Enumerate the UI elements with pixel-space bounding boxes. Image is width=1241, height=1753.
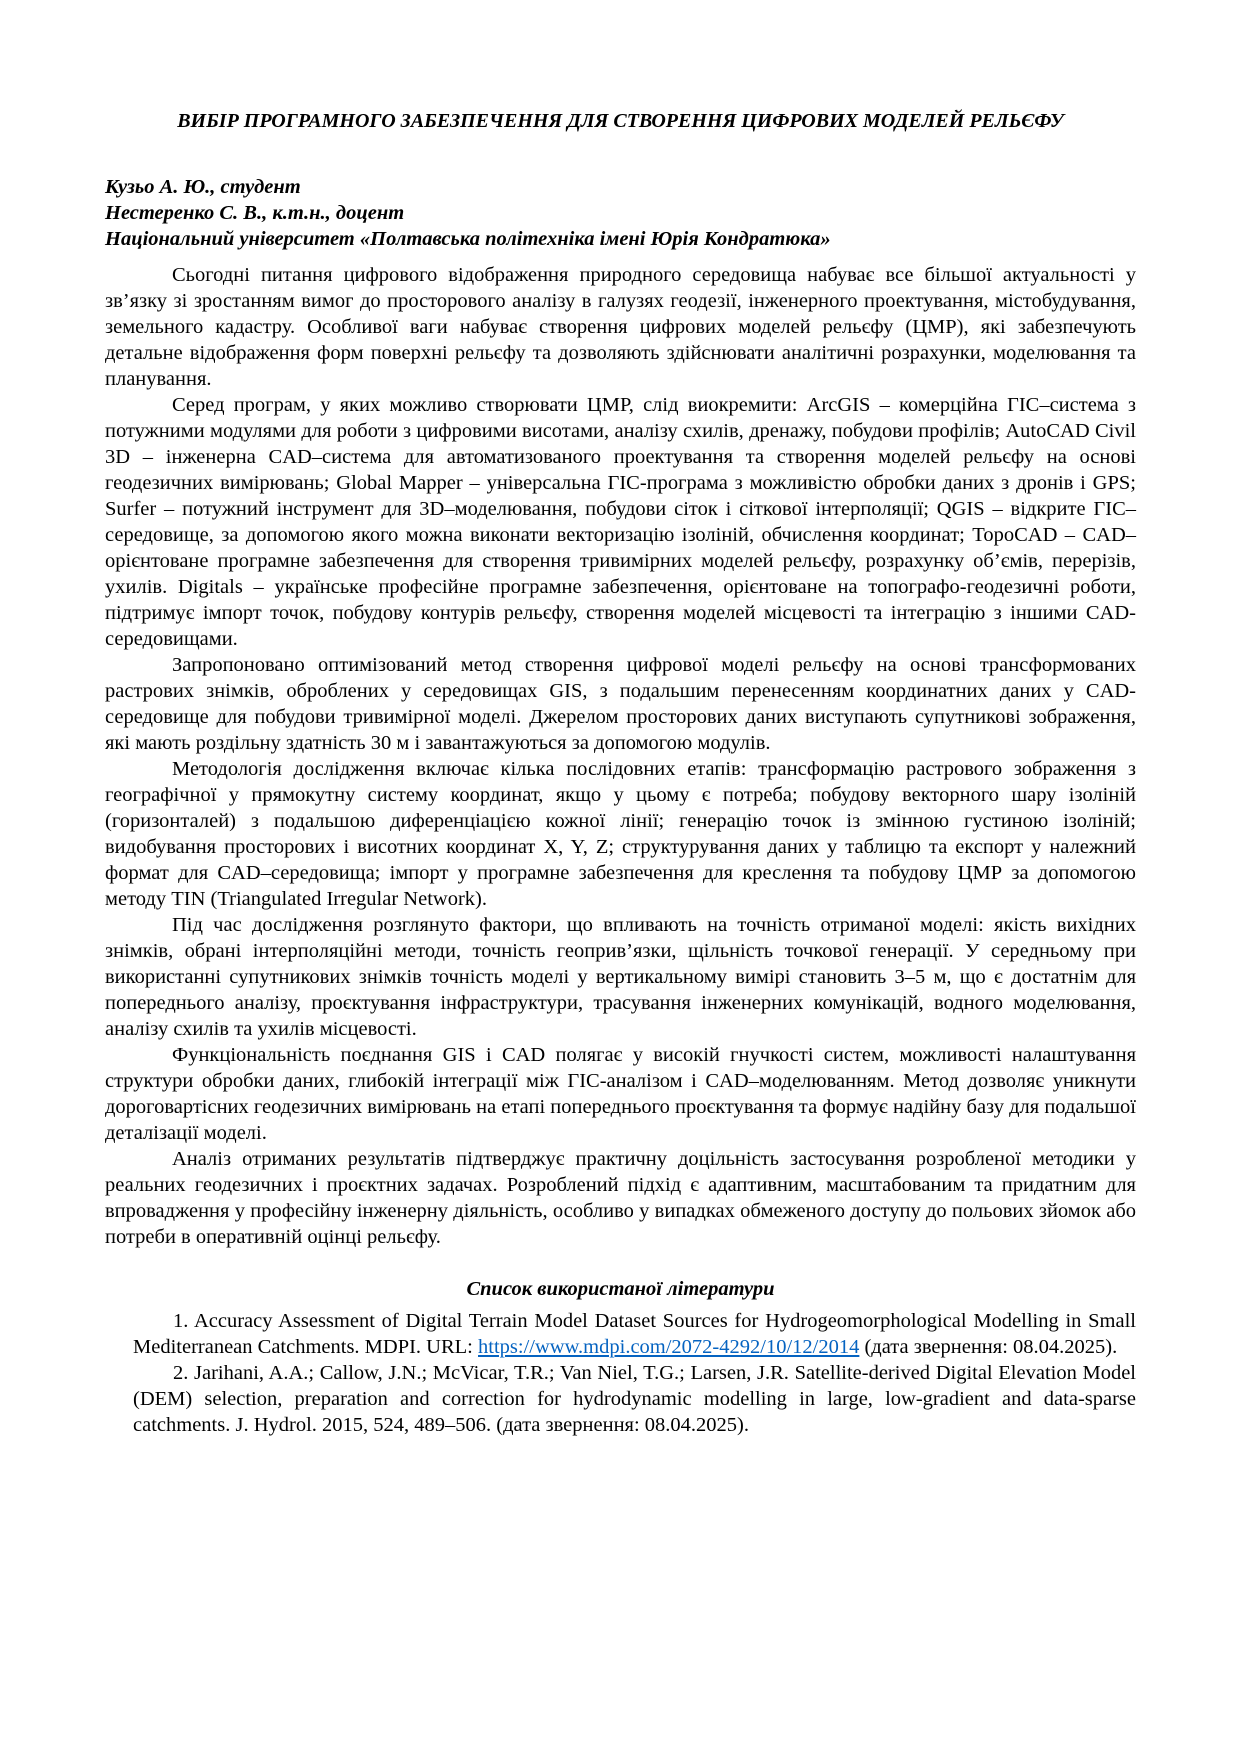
body-paragraph-7: Аналіз отриманих результатів підтверджує практичну доцільність застосування розробленої методики у реальних геодезичних і проєктних задачах. Розроблений підхід є адаптивним, масштабованим та придатним для впровадження у професійну інженерну діяльність, особливо у випадках обмеженого доступу до польових зйомок або потреби в оперативній оцінці рельєфу. (105, 1148, 1136, 1248)
reference-item-1 (133, 1308, 1136, 1360)
body-paragraph-3: Запропоновано оптимізований метод створення цифрової моделі рельєфу на основі трансформованих растрових знімків, оброблених у середовищах GIS, з подальшим перенесенням координатних даних у CAD-середовище для побудови тривимірної моделі. Джерелом просторових даних виступають супутникові зображення, які мають роздільну здатність 30 м і завантажуються за допомогою модулів. (105, 654, 1136, 754)
reference-1-url-link[interactable]: https://www.mdpi.com/2072-4292/10/12/2014 (478, 1336, 860, 1358)
author-line-student: Кузьо А. Ю., студент (105, 176, 301, 198)
body-paragraph-6: Функціональність поєднання GIS і CAD полягає у високій гнучкості систем, можливості налаштування структури обробки даних, глибокій інтеграції між ГІС-аналізом і CAD–моделюванням. Метод дозволяє уникнути дороговартісних геодезичних вимірювань на етапі попереднього проєктування та формує надійну базу для подальшої деталізації моделі. (105, 1044, 1136, 1144)
affiliation-line: Національний університет «Полтавська політехніка імені Юрія Кондратюка» (105, 228, 831, 250)
reference-item-2: 2. Jarihani, A.A.; Callow, J.N.; McVicar, T.R.; Van Niel, T.G.; Larsen, J.R. Satellite-derived Digital Elevation Model (DEM) selection, preparation and correction for hydrodynamic modelling in large, low-gradient and data-sparse catchments. J. Hydrol. 2015, 524, 489–506. (дата звернення: 08.04.2025). (133, 1362, 1136, 1436)
abstract-body (105, 262, 1136, 1250)
body-paragraph-4: Методологія дослідження включає кілька послідовних етапів: трансформацію растрового зображення з географічної у прямокутну систему координат, якщо у цьому є потреба; побудову векторного шару ізоліній (горизонталей) з подальшою диференціацією кожної лінії; генерацію точок із змінною густиною ізоліній; видобування просторових і висотних координат X, Y, Z; структурування даних у таблицю та експорт у належний формат для CAD–середовища; імпорт у програмне забезпечення для креслення та побудову ЦМР за допомогою методу TIN (Triangulated Irregular Network). (105, 758, 1136, 910)
body-paragraph-5: Під час дослідження розглянуто фактори, що впливають на точність отриманої моделі: якість вихідних знімків, обрані інтерполяційні методи, точність геоприв’язки, щільність точкової генерації. У середньому при використанні супутникових знімків точність моделі у вертикальному вимірі становить 3–5 м, що є достатнім для попереднього аналізу, проєктування інфраструктури, трасування інженерних комунікацій, водного моделювання, аналізу схилів та ухилів місцевості. (105, 914, 1136, 1040)
body-paragraph-1: Сьогодні питання цифрового відображення природного середовища набуває все більшої актуальності у зв’язку зі зростанням вимог до просторового аналізу в галузях геодезії, інженерного проектування, містобудування, земельного кадастру. Особливої ваги набуває створення цифрових моделей рельєфу (ЦМР), які забезпечують детальне відображення форм поверхні рельєфу та дозволяють здійснювати аналітичні розрахунки, моделювання та планування. (105, 264, 1136, 390)
document-title: ВИБІР ПРОГРАМНОГО ЗАБЕЗПЕЧЕННЯ ДЛЯ СТВОРЕННЯ ЦИФРОВИХ МОДЕЛЕЙ РЕЛЬЄФУ (177, 110, 1064, 132)
body-paragraph-2: Серед програм, у яких можливо створювати ЦМР, слід виокремити: ArcGIS – комерційна ГІС–система з потужними модулями для роботи з цифровими висотами, аналізу схилів, дренажу, побудови профілів; AutoCAD Civil 3D – інженерна CAD–система для автоматизованого проектування та створення моделей рельєфу на основі геодезичних вимірювань; Global Mapper – універсальна ГІС-програма з можливістю обробки даних з дронів і GPS; Surfer – потужний інструмент для 3D–моделювання, побудови сіток і сіткової інтерполяції; QGIS – відкрите ГІС–середовище, за допомогою якого можна виконати векторизацію ізоліній, обчислення координат; TopoCAD – CAD–орієнтоване програмне забезпечення для створення тривимірних моделей рельєфу, розрахунку об’ємів, перерізів, ухилів. Digitals – українське професійне програмне забезпечення, орієнтоване на топографо-геодезичні роботи, підтримує імпорт точок, побудову контурів рельєфу, створення моделей місцевості та інтеграцію з іншими CAD-середовищами. (105, 394, 1136, 650)
references-list (133, 1308, 1136, 1438)
authors-block (105, 174, 1136, 252)
reference-1-text-after-link: (дата звернення: 08.04.2025). (859, 1336, 1118, 1358)
references-heading: Список використаної літератури (466, 1278, 775, 1300)
reference-1-text-before-link: 1. Accuracy Assessment of Digital Terrain Model Dataset Sources for Hydrogeomorphological Modelling in Small Mediterranean Catchments. MDPI. URL: (133, 1310, 1136, 1358)
author-line-advisor: Нестеренко С. В., к.т.н., доцент (105, 202, 405, 224)
